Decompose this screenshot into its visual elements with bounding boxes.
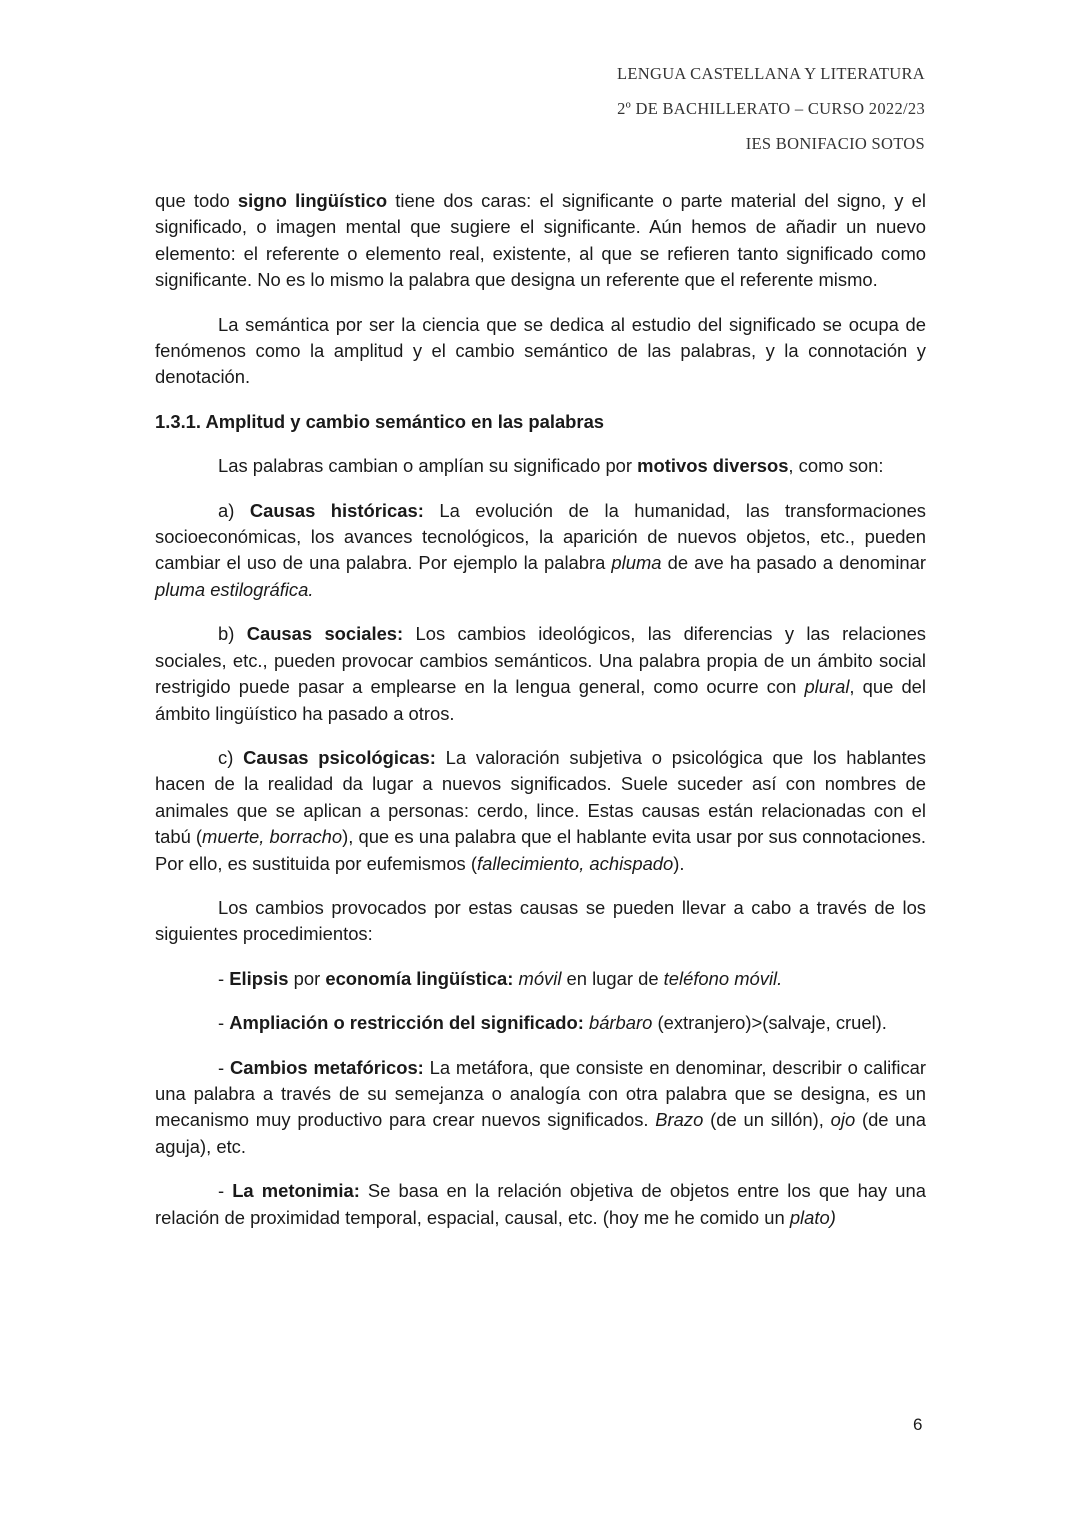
causa-sociales: b) Causas sociales: Los cambios ideológicos, las diferencias y las relaciones sociales, etc., pueden provocar cambios semánticos. Una palabra propia de un ámbito social restrigido puede pasar a emplearse en la lengua general, como ocurre con plural, que del ámbito lingüístico ha pasado a otros.: [155, 623, 927, 724]
paragraph-motivos: Las palabras cambian o amplían su significado por motivos diversos, como son:: [218, 455, 884, 477]
header-school: IES BONIFACIO SOTOS: [745, 134, 925, 153]
paragraph-procedimientos: Los cambios provocados por estas causas se pueden llevar a cabo a través de los siguientes procedimientos:: [155, 896, 926, 945]
proc-ampliacion: - Ampliación o restricción del significado: bárbaro (extranjero)>(salvaje, cruel).: [218, 1012, 887, 1034]
proc-metonimia: - La metonimia: Se basa en la relación objetiva de objetos entre los que hay una relación de proximidad temporal, espacial, causal, etc. (hoy me he comido un plato): [155, 1180, 926, 1228]
proc-elipsis: - Elipsis por economía lingüística: móvil en lugar de teléfono móvil.: [218, 967, 783, 989]
header-course: 2º DE BACHILLERATO – CURSO 2022/23: [617, 99, 925, 118]
page-header: [617, 60, 925, 165]
page-number: 6: [913, 1415, 923, 1434]
paragraph-semantica: La semántica por ser la ciencia que se dedica al estudio del significado se ocupa de fenómenos como la amplitud y el cambio semántico de las palabras, y la connotación y denotación.: [155, 313, 926, 388]
proc-metaforicos: - Cambios metafóricos: La metáfora, que consiste en denominar, describir o calificar una palabra a través de su semejanza o analogía con otra palabra que se designa, es un mecanismo muy productivo para crear nuevos significados. Brazo (de un sillón), ojo (de una aguja), etc.: [155, 1056, 926, 1157]
page-body: [155, 188, 926, 1249]
header-subject: LENGUA CASTELLANA Y LITERATURA: [617, 64, 925, 83]
paragraph-signo: que todo signo lingüístico tiene dos caras: el significante o parte material del signo, y el significado, o imagen mental que sugiere el significante. Aún hemos de añadir un nuevo elemento: el referente o elemento real, existente, al que se refieren tanto significado como significante. No es lo mismo la palabra que designa un referente que el referente mismo.: [155, 190, 926, 291]
causa-psicologicas: c) Causas psicológicas: La valoración subjetiva o psicológica que los hablantes hacen de la realidad da lugar a nuevos significados. Suele suceder así con nombres de animales que se aplican a personas: cerdo, lince. Estas causas están relacionadas con el tabú (muerte, borracho), que es una palabra que el hablante evita usar por sus connotaciones. Por ello, es sustituida por eufemismos (fallecimiento, achispado).: [155, 746, 927, 874]
section-title: 1.3.1. Amplitud y cambio semántico en las palabras: [155, 410, 605, 432]
causa-historicas: a) Causas históricas: La evolución de la humanidad, las transformaciones socioeconómicas, los avances tecnológicos, la aparición de nuevos objetos, etc., pueden cambiar el uso de una palabra. Por ejemplo la palabra pluma de ave ha pasado a denominar pluma estilográfica.: [155, 499, 927, 600]
